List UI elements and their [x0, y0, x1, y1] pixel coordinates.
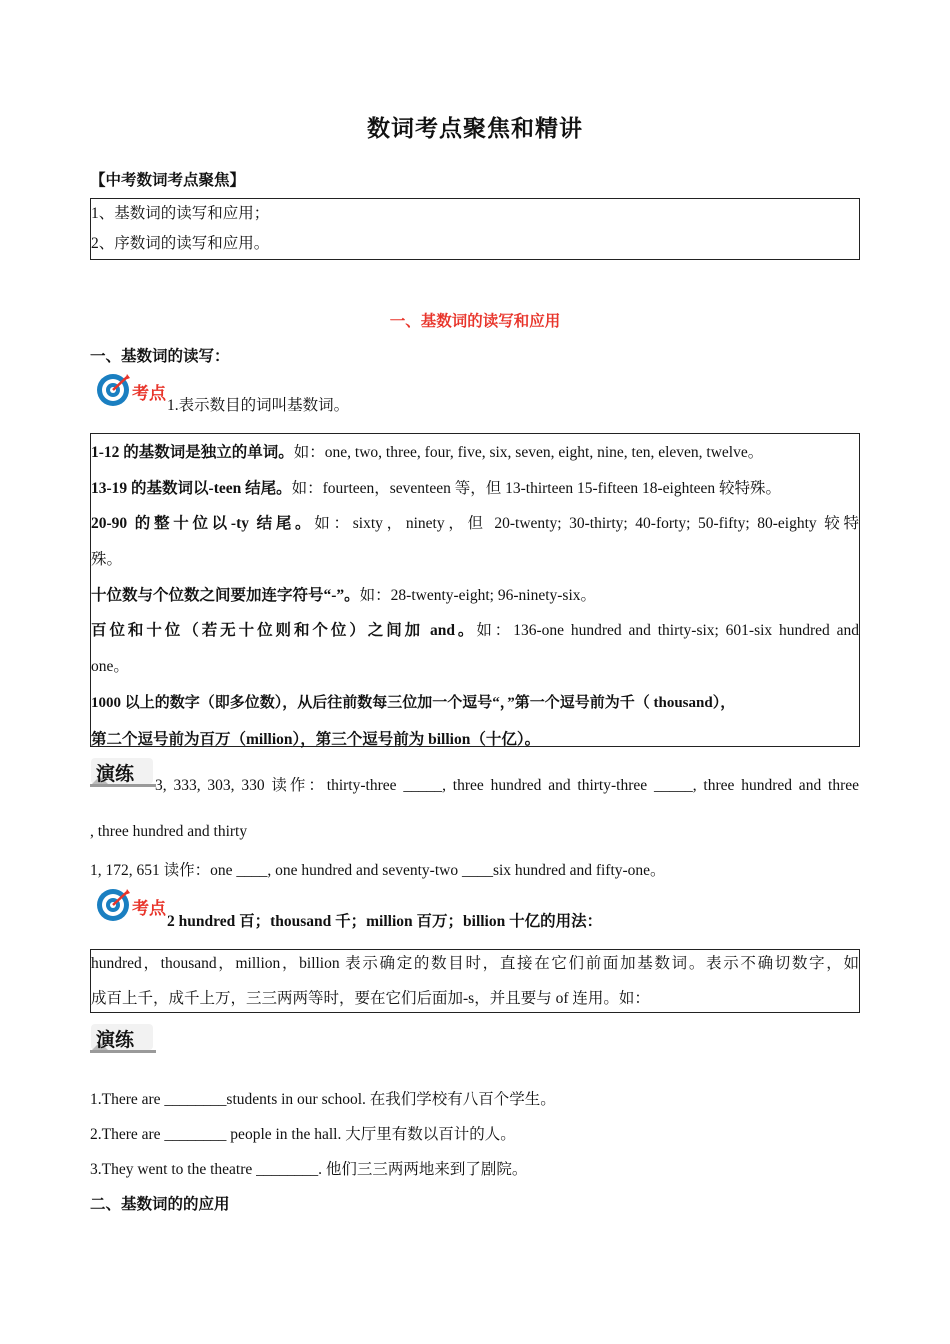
lianxi-label: 演练	[96, 763, 135, 785]
rule-4-text: 如：28-twenty-eight; 96-ninety-six。	[359, 587, 597, 604]
kaodian-label: 考点	[132, 899, 166, 918]
usage-line-2: 成百上千，成千上万，三三两两等时，要在它们后面加-s，并且要与 of 连用。如：	[91, 990, 650, 1007]
focus-heading: 【中考数词考点聚焦】	[90, 172, 246, 189]
usage-line-1: hundred，thousand，million，billion 表示确定的数目时，直接在它们前面加基数词。表示不确切数字，如	[91, 955, 859, 972]
sub-heading-two: 二、基数词的的应用	[90, 1196, 230, 1213]
rule-5-cont: one。	[91, 658, 129, 675]
rule-1	[91, 434, 859, 471]
rule-1-text: 如：one, two, three, four, five, six, seven, eight, nine, ten, eleven, twelve。	[293, 444, 764, 461]
rules-box	[90, 433, 860, 747]
focus-item: 1、基数词的读写和应用；	[91, 205, 270, 222]
sub-heading-one: 一、基数词的读写：	[90, 348, 230, 365]
rule-5-text: 如：136-one hundred and thirty-six; 601-six hundred and	[476, 622, 859, 639]
focus-box	[90, 198, 860, 260]
exercise-2-item: 2.There are ________ people in the hall. 大厅里有数以百计的人。	[90, 1126, 516, 1143]
kaodian-badge	[96, 373, 166, 409]
exercise-1-line-1: 3, 333, 303, 330 读作：thirty-three _____, three hundred and thirty-three _____, three hundred and three	[155, 777, 859, 794]
rule-3-text: 如：sixty，ninety，但 20-twenty; 30-thirty; 40-forty; 50-fifty; 80-eighty 较特	[314, 515, 859, 532]
rule-5	[91, 613, 859, 649]
focus-item: 2、序数词的读写和应用。	[91, 235, 270, 252]
page-title: 数词考点聚焦和精讲	[367, 116, 583, 141]
rule-3-bold: 20-90 的整十位以-ty 结尾。	[91, 515, 315, 532]
kaodian-badge	[96, 888, 166, 924]
lianxi-badge	[90, 758, 156, 786]
exercise-2-item: 1.There are ________students in our school. 在我们学校有八百个学生。	[90, 1091, 556, 1108]
rule-2	[91, 471, 859, 506]
exercise-2-item: 3.They went to the theatre ________. 他们三三两两地来到了剧院。	[90, 1161, 528, 1178]
section-one-title: 一、基数词的读写和应用	[389, 313, 561, 330]
lianxi-label: 演练	[96, 1029, 135, 1051]
rule-2-bold: 13-19 的基数词以-teen 结尾。	[91, 480, 292, 497]
rule-4	[91, 578, 859, 613]
kaodian-label: 考点	[132, 384, 166, 403]
rule-3	[91, 506, 859, 541]
point-one: 1.表示数目的词叫基数词。	[167, 397, 350, 414]
exercise-1-line-2: , three hundred and thirty	[90, 823, 248, 840]
rule-1-bold: 1-12 的基数词是独立的单词。	[91, 444, 294, 461]
rule-6-line2: 第二个逗号前为百万（million），第三个逗号前为 billion（十亿）。	[91, 731, 541, 748]
usage-box	[90, 949, 860, 1013]
rule-3-cont: 殊。	[91, 551, 123, 568]
rule-6-line1: 1000 以上的数字（即多位数），从后往前数每三位加一个逗号“，”第一个逗号前为千（ thousand），	[91, 695, 736, 711]
exercise-1-line-3: 1, 172, 651 读作：one ____, one hundred and seventy-two ____six hundred and fifty-one。	[90, 862, 666, 879]
rule-4-bold: 十位数与个位数之间要加连字符号“-”。	[91, 587, 360, 604]
rule-2-text: 如：fourteen，seventeen 等，但 13-thirteen 15-fifteen 18-eighteen 较特殊。	[291, 480, 782, 497]
point-two: 2 hundred 百；thousand 千；million 百万；billion 十亿的用法：	[167, 913, 603, 930]
rule-5-bold: 百位和十位（若无十位则和个位）之间加 and。	[91, 622, 477, 639]
lianxi-badge	[90, 1024, 156, 1052]
